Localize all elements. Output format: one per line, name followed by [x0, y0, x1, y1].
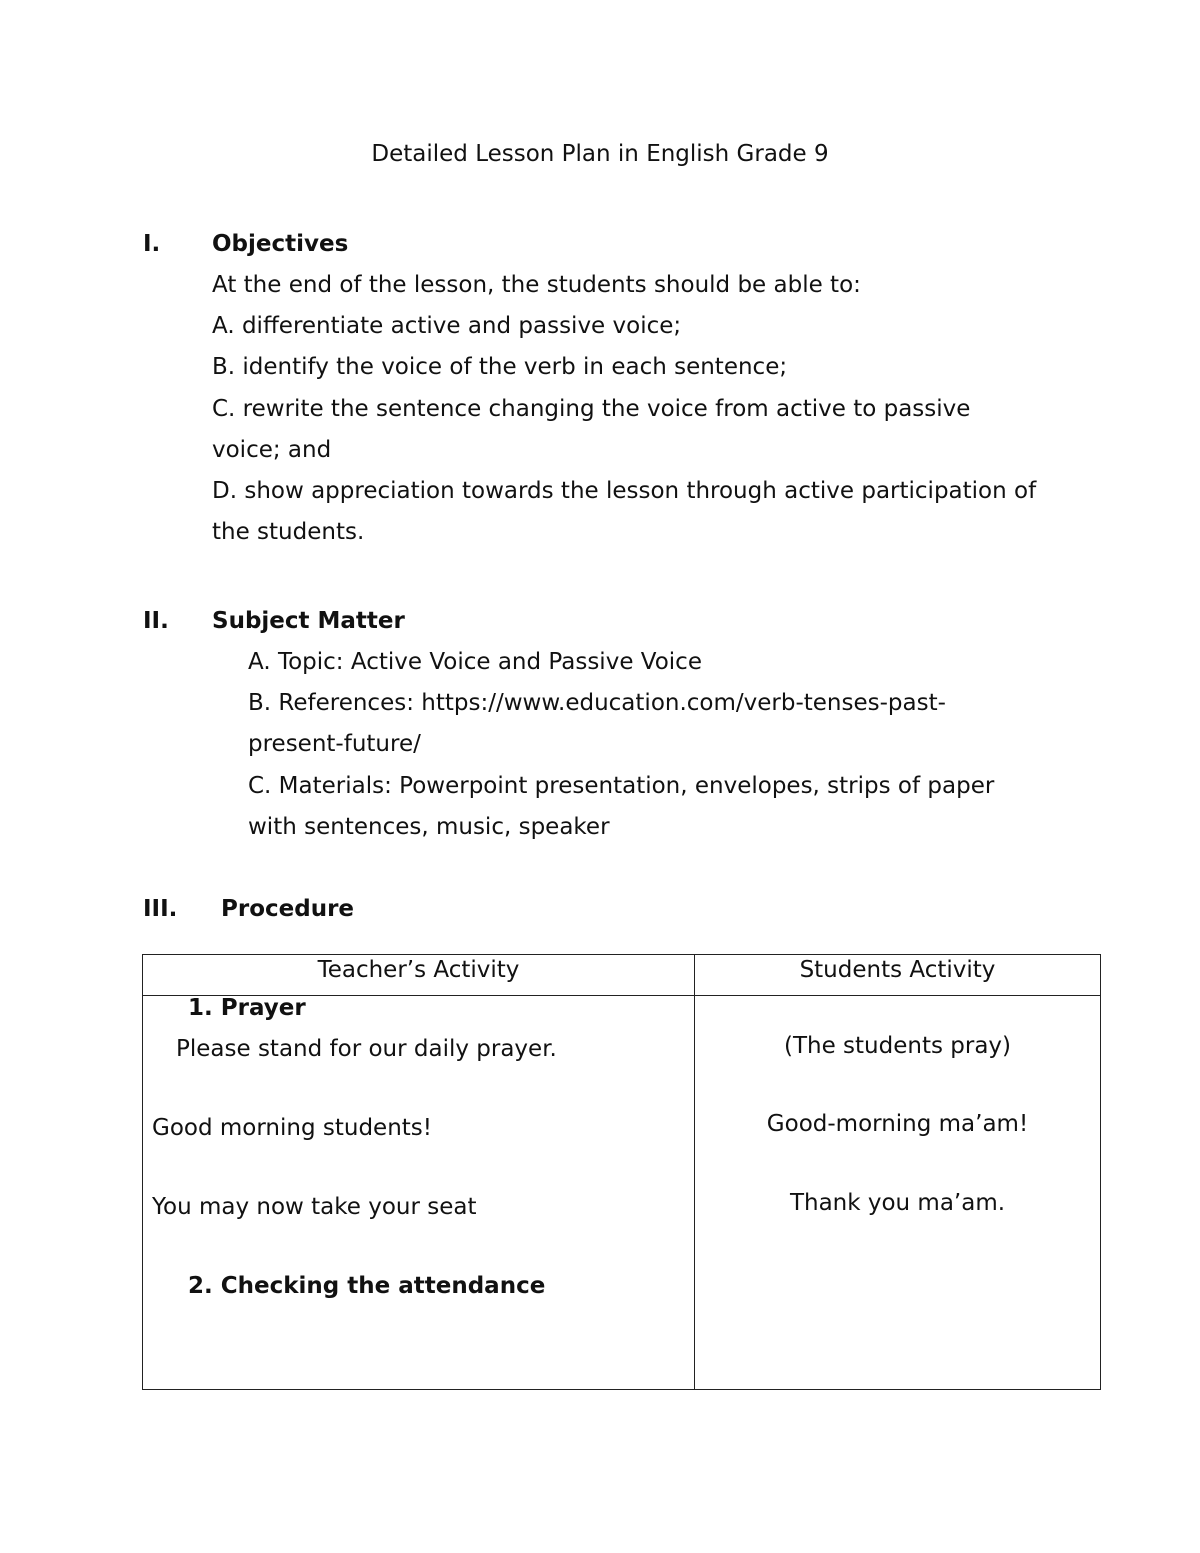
section-number-objectives: I. [143, 231, 161, 257]
students-pray: (The students pray) [783, 1033, 1011, 1059]
page-title: Detailed Lesson Plan in English Grade 9 [371, 141, 829, 167]
teacher-greeting: Good morning students! [152, 1115, 432, 1141]
objective-item: the students. [212, 519, 365, 545]
students-greeting: Good-morning ma’am! [766, 1111, 1029, 1137]
section-title-subject-matter: Subject Matter [212, 608, 405, 634]
section-title-procedure: Procedure [221, 896, 355, 922]
objective-item: D. show appreciation towards the lesson through active participation of [212, 478, 1037, 504]
students-thanks: Thank you ma’am. [789, 1190, 1006, 1216]
teacher-prayer-line: Please stand for our daily prayer. [176, 1036, 557, 1062]
subject-matter-item: C. Materials: Powerpoint presentation, envelopes, strips of paper [248, 773, 995, 799]
subject-matter-item: with sentences, music, speaker [248, 814, 610, 840]
objectives-intro: At the end of the lesson, the students should be able to: [212, 272, 861, 298]
objective-item: B. identify the voice of the verb in each sentence; [212, 354, 788, 380]
objective-item: A. differentiate active and passive voice; [212, 313, 682, 339]
teacher-seat: You may now take your seat [152, 1194, 477, 1220]
teacher-attendance-heading: 2. Checking the attendance [188, 1273, 546, 1299]
subject-matter-item: A. Topic: Active Voice and Passive Voice [248, 649, 702, 675]
table-header-teacher: Teacher’s Activity [317, 957, 520, 983]
section-title-objectives: Objectives [212, 231, 349, 257]
table-header-students: Students Activity [799, 957, 996, 983]
section-number-procedure: III. [143, 896, 178, 922]
objective-item: voice; and [212, 437, 332, 463]
subject-matter-item: present-future/ [248, 731, 421, 757]
objective-item: C. rewrite the sentence changing the voice from active to passive [212, 396, 971, 422]
table-column-divider [694, 955, 695, 1389]
section-number-subject-matter: II. [143, 608, 169, 634]
teacher-prayer-heading: 1. Prayer [188, 995, 306, 1021]
procedure-table [142, 954, 1101, 1390]
subject-matter-item: B. References: https://www.education.com/verb-tenses-past- [248, 690, 946, 716]
